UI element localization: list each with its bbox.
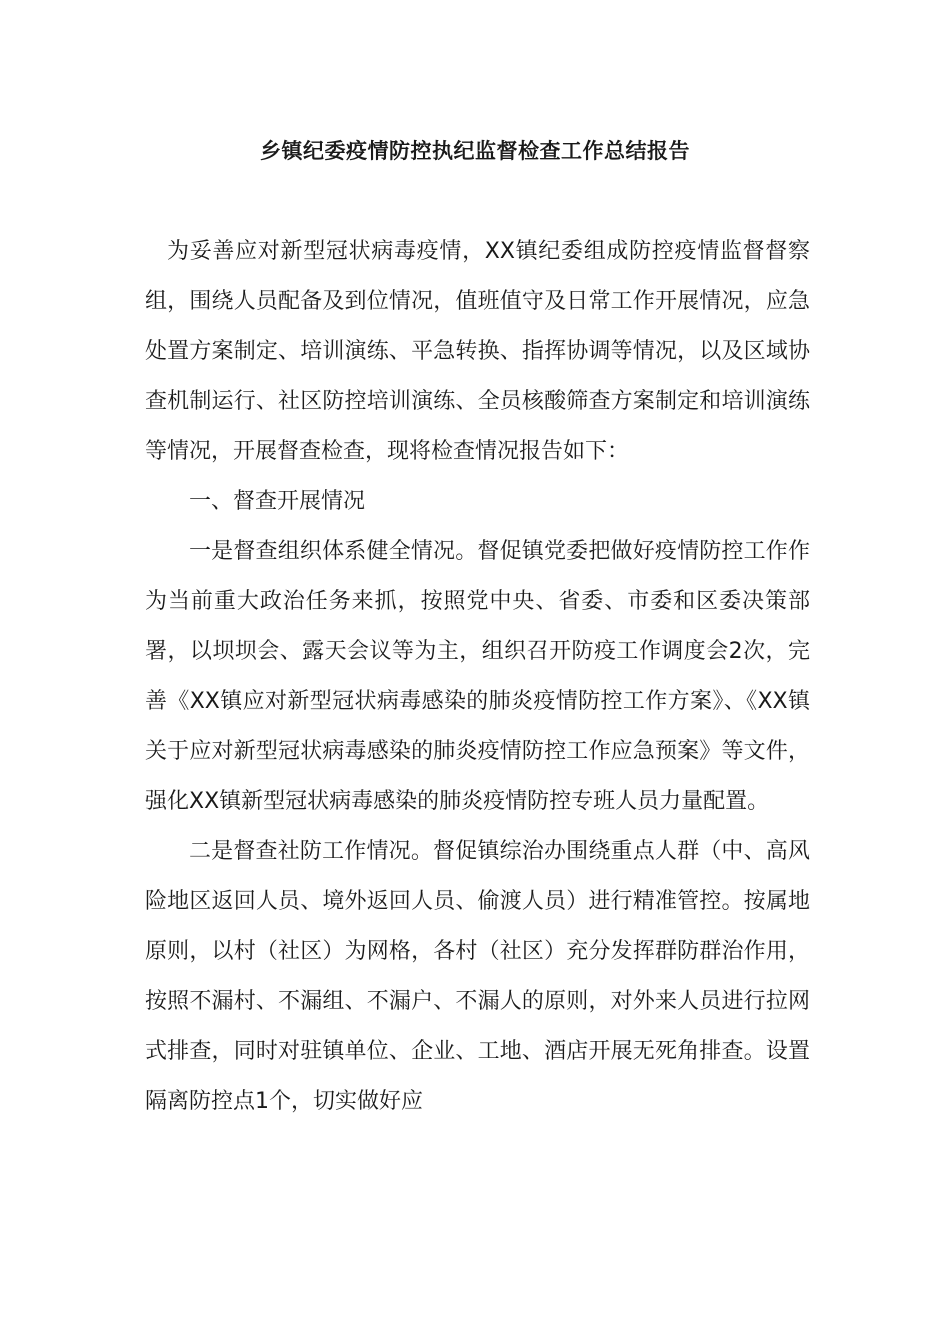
document-body — [145, 227, 810, 1127]
intro-paragraph: 为妥善应对新型冠状病毒疫情，XX镇纪委组成防控疫情监督督察组，围绕人员配备及到位情况，值班值守及日常工作开展情况，应急处置方案制定、培训演练、平急转换、指挥协调等情况，以及区域协查机制运行、社区防控培训演练、全员核酸筛查方案制定和培训演练等情况，开展督查检查，现将检查情况报告如下： — [145, 239, 810, 464]
section-heading: 一、督查开展情况 — [189, 489, 366, 514]
paragraph-community-prevention: 二是督查社防工作情况。督促镇综治办围绕重点人群（中、高风险地区返回人员、境外返回人员、偷渡人员）进行精准管控。按属地原则，以村（社区）为网格，各村（社区）充分发挥群防群治作用，按照不漏村、不漏组、不漏户、不漏人的原则，对外来人员进行拉网式排查，同时对驻镇单位、企业、工地、酒店开展无死角排查。设置隔离防控点1个，切实做好应 — [145, 839, 810, 1114]
document-title: 乡镇纪委疫情防控执纪监督检查工作总结报告 — [260, 139, 690, 163]
paragraph-organization: 一是督查组织体系健全情况。督促镇党委把做好疫情防控工作作为当前重大政治任务来抓，按照党中央、省委、市委和区委决策部署，以坝坝会、露天会议等为主，组织召开防疫工作调度会2次，完善《XX镇应对新型冠状病毒感染的肺炎疫情防控工作方案》、《XX镇关于应对新型冠状病毒感染的肺炎疫情防控工作应急预案》等文件，强化XX镇新型冠状病毒感染的肺炎疫情防控专班人员力量配置。 — [145, 539, 810, 814]
